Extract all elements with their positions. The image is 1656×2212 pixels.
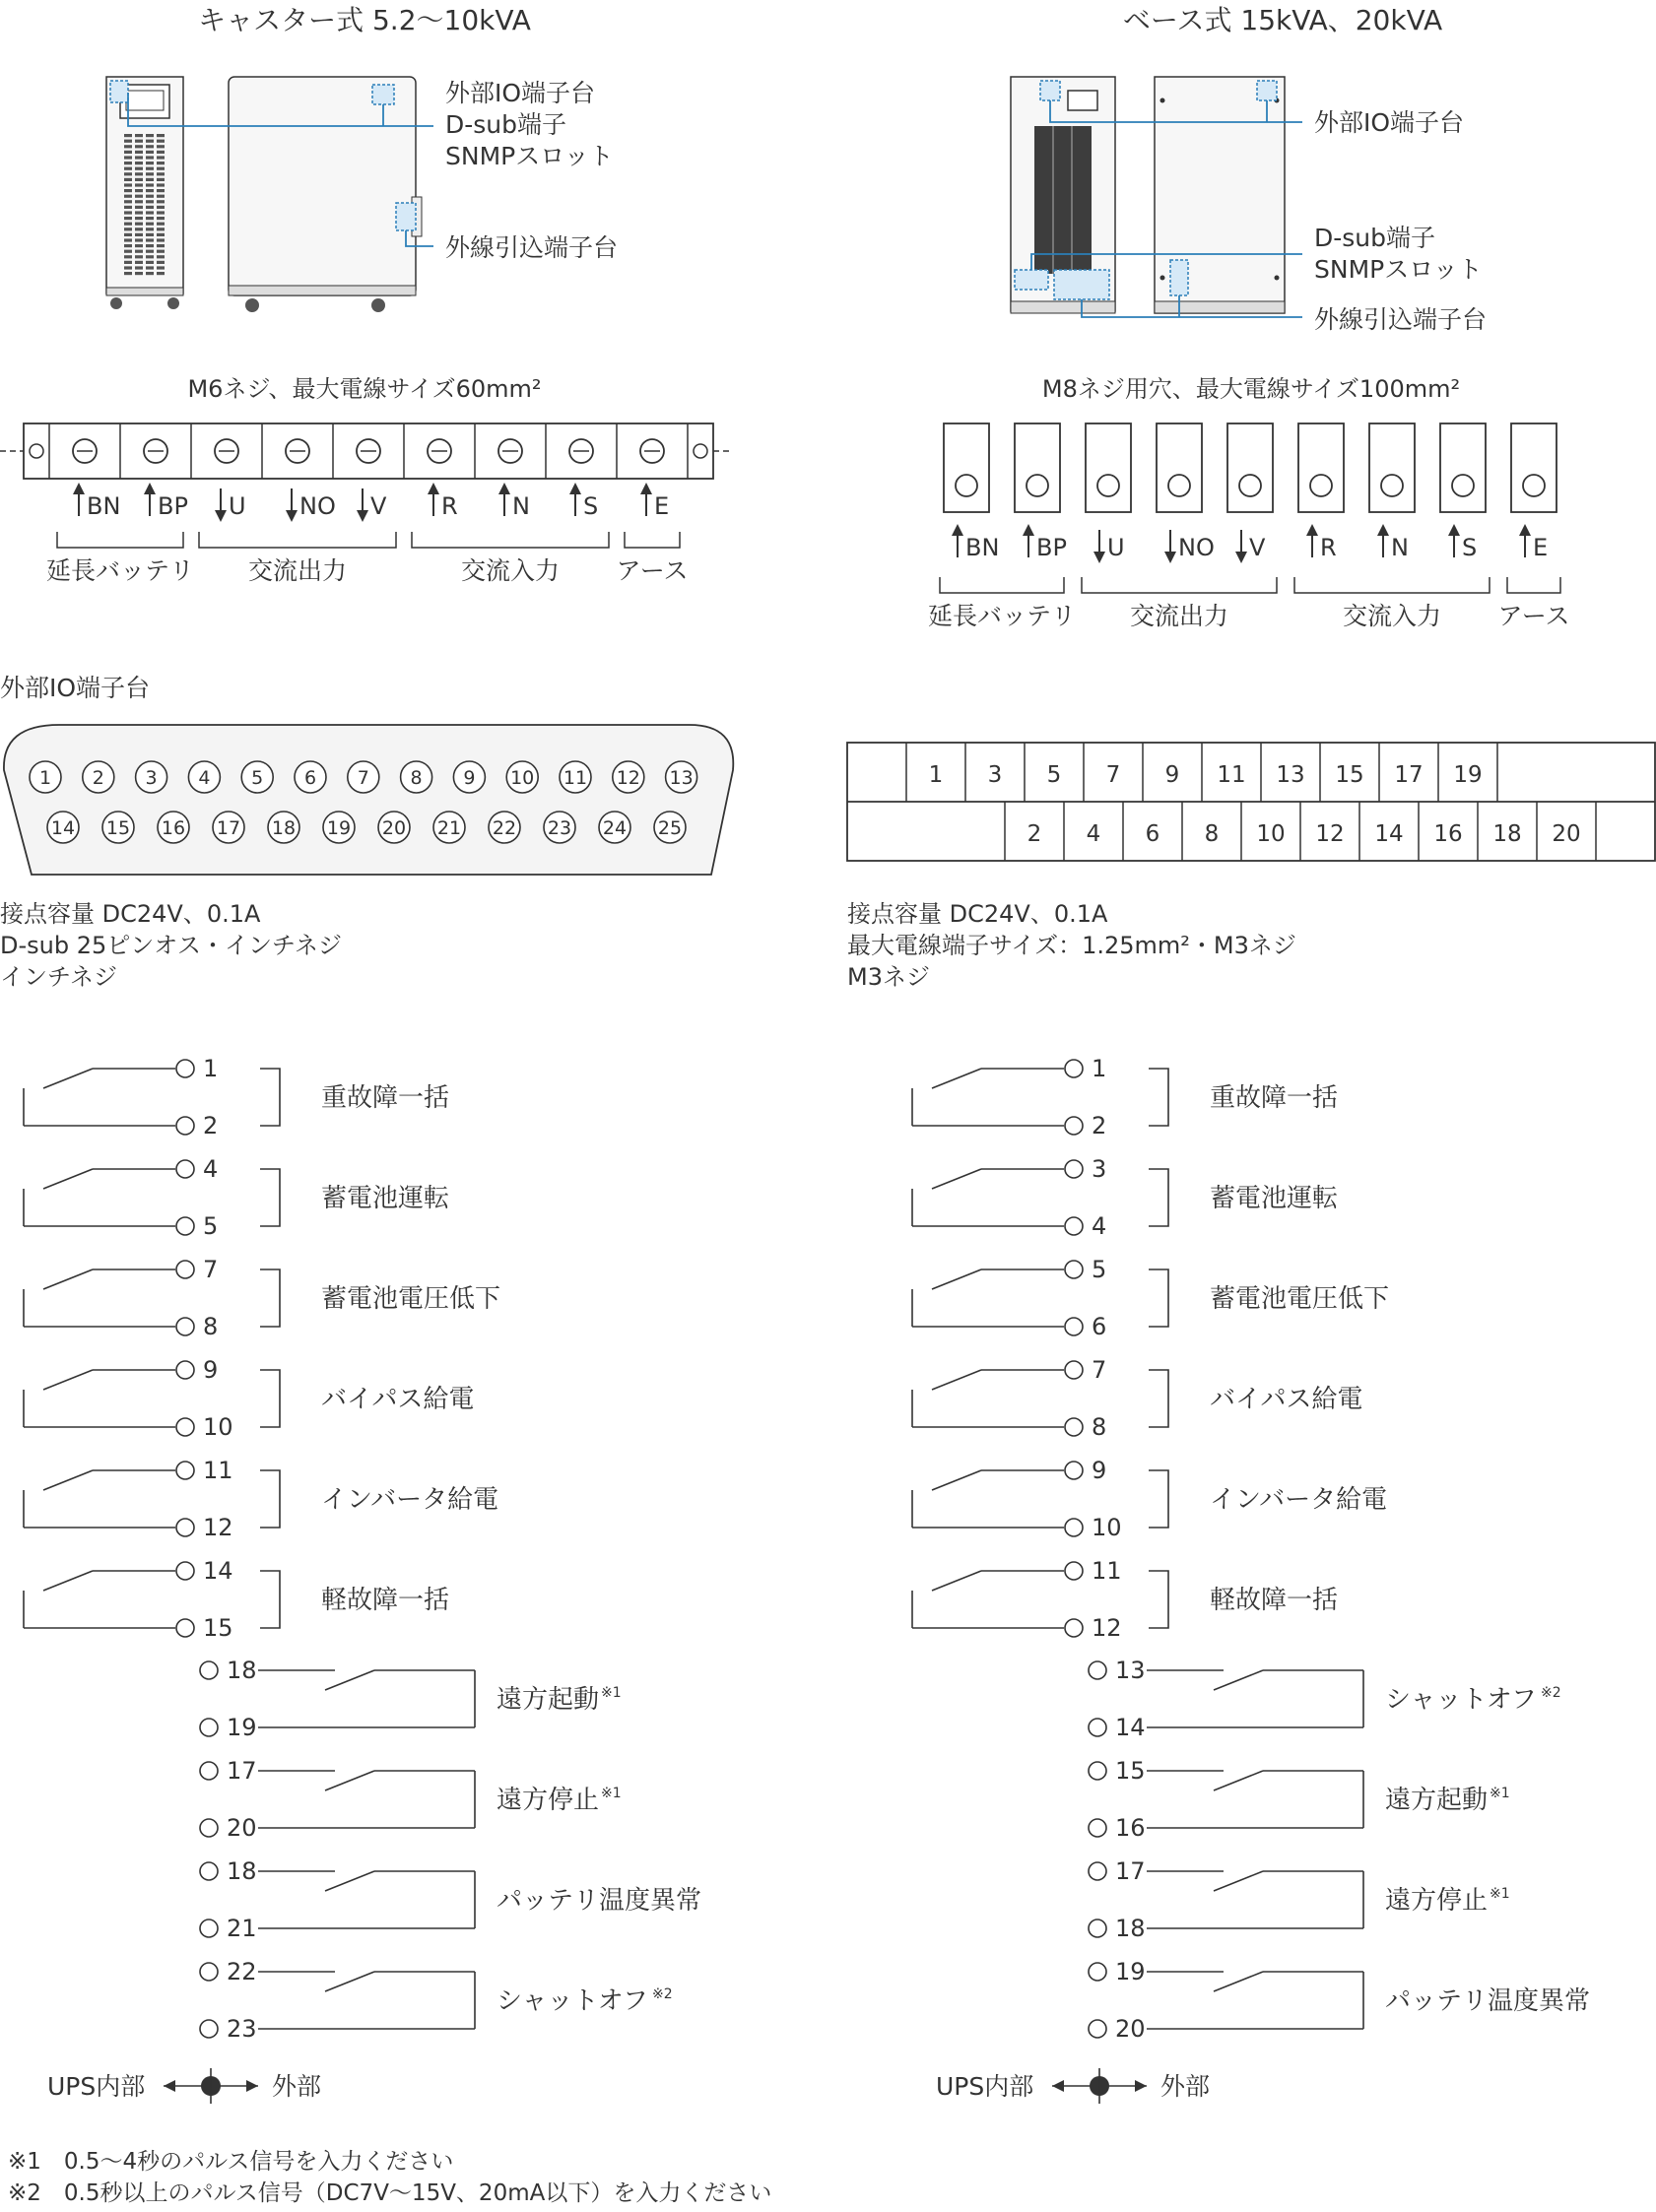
dsub-pin-number: 3 — [145, 767, 158, 789]
dsub-pin-number: 17 — [216, 817, 241, 839]
io-right-spec2: 最大電線端子サイズ：1.25mm²・M3ネジ — [847, 932, 1296, 959]
footnote-2: ※2 0.5秒以上のパルス信号（DC7V〜15V、20mA以下）を入力ください — [8, 2180, 772, 2206]
schematic-input-0 — [200, 1657, 622, 1741]
schematic-output-4 — [912, 1457, 1387, 1541]
schematic-input-0 — [1089, 1657, 1561, 1741]
right-side-io-highlight — [1257, 81, 1277, 100]
schematic-pin — [200, 1862, 218, 1880]
terminal-right-label: N — [1391, 534, 1409, 561]
schematic-input-label: パッテリ温度異常 — [497, 1886, 702, 1916]
schematic-pin — [1089, 1819, 1106, 1837]
terminal-block-right — [928, 423, 1570, 630]
right-dsub-highlight — [1015, 270, 1048, 290]
terminal-right-hole — [1027, 475, 1048, 496]
schematic-pin — [200, 1719, 218, 1736]
terminal-left-label: N — [512, 492, 530, 520]
schematic-pin-number: 3 — [1092, 1155, 1107, 1183]
schematic-pin — [176, 1318, 194, 1335]
schematic-output-0 — [912, 1055, 1338, 1139]
io-left-heading: 外部IO端子台 — [0, 674, 151, 702]
dsub-pin-number: 20 — [381, 817, 407, 839]
schematic-left — [24, 1055, 701, 2104]
left-ups-side — [229, 77, 422, 312]
io-table-bottom-cell: 14 — [1374, 821, 1404, 847]
schematic-pin — [176, 1261, 194, 1278]
schematic-output-label: 蓄電池運転 — [321, 1184, 450, 1213]
schematic-pin — [1065, 1619, 1083, 1637]
schematic-output-label: バイパス給電 — [321, 1385, 475, 1414]
io-table-bottom-cell: 12 — [1315, 821, 1345, 847]
io-table-bottom-cell: 20 — [1552, 821, 1581, 847]
terminal-right-block — [944, 423, 989, 512]
schematic-pin — [1065, 1519, 1083, 1536]
legend-outside: 外部 — [272, 2072, 322, 2101]
io-table-top-cell: 9 — [1164, 762, 1180, 788]
schematic-pin-number: 18 — [227, 1657, 257, 1684]
schematic-pin — [1065, 1117, 1083, 1135]
terminal-right-arrow — [1235, 530, 1247, 563]
terminal-right-block — [1086, 423, 1131, 512]
terminal-right-arrow — [1306, 524, 1318, 557]
terminal-right-label: R — [1320, 534, 1337, 561]
schematic-input-mark: ※2 — [1541, 1685, 1561, 1701]
schematic-output-1 — [912, 1155, 1338, 1240]
io-table-bottom-cell: 4 — [1086, 821, 1101, 847]
terminal-right-hole — [956, 475, 977, 496]
schematic-pin — [1065, 1562, 1083, 1580]
schematic-pin — [1089, 1862, 1106, 1880]
terminal-right-block — [1511, 423, 1557, 512]
schematic-legend — [936, 2068, 1210, 2104]
schematic-pin — [200, 1762, 218, 1780]
terminal-left-label: V — [370, 492, 387, 520]
dsub-connector-outline — [4, 725, 733, 875]
schematic-pin-number: 4 — [1092, 1212, 1107, 1240]
right-ext-highlight — [1054, 270, 1109, 299]
io-table-bottom-cell: 6 — [1145, 821, 1160, 847]
terminal-left-arrow — [144, 483, 156, 516]
terminal-left-group-bracket — [412, 532, 609, 548]
schematic-pin-number: 1 — [203, 1055, 219, 1082]
io-left-spec1: 接点容量 DC24V、0.1A — [0, 900, 261, 928]
dsub-pin-number: 2 — [92, 767, 104, 789]
schematic-pin-number: 1 — [1092, 1055, 1107, 1082]
legend-inside: UPS内部 — [936, 2072, 1034, 2101]
io-left-spec2: D-sub 25ピンオス・インチネジ — [0, 932, 343, 959]
terminal-right-group: 延長バッテリ — [927, 602, 1077, 630]
io-table-top-cell: 1 — [928, 762, 944, 788]
schematic-input-3 — [200, 1958, 673, 2043]
terminal-right-arrow — [952, 524, 963, 557]
schematic-pin — [1089, 1719, 1106, 1736]
terminal-left-group: 交流出力 — [247, 556, 348, 585]
schematic-right — [912, 1055, 1590, 2104]
io-table-top-cell: 19 — [1453, 762, 1483, 788]
io-table-top-cell: 3 — [987, 762, 1003, 788]
terminal-right-group: 交流出力 — [1129, 602, 1229, 630]
schematic-pin — [1065, 1418, 1083, 1436]
dsub-pin-number: 21 — [436, 817, 462, 839]
dsub-pin-number: 25 — [657, 817, 683, 839]
dsub-pin-number: 23 — [547, 817, 572, 839]
schematic-input-1 — [200, 1757, 622, 1842]
schematic-input-3 — [1089, 1958, 1590, 2043]
terminal-right-label: E — [1533, 534, 1549, 561]
schematic-pin — [176, 1418, 194, 1436]
schematic-output-3 — [912, 1356, 1362, 1441]
schematic-input-2 — [200, 1857, 701, 1942]
schematic-pin-number: 23 — [227, 2015, 257, 2043]
dsub-pin-number: 10 — [510, 767, 535, 789]
schematic-pin-number: 14 — [1115, 1714, 1146, 1741]
schematic-output-label: 蓄電池電圧低下 — [1210, 1284, 1390, 1314]
terminal-right-arrow — [1164, 530, 1176, 563]
dsub-pin-number: 11 — [563, 767, 588, 789]
dsub-pin-number: 22 — [492, 817, 517, 839]
schematic-pin-number: 9 — [203, 1356, 219, 1384]
schematic-output-0 — [24, 1055, 449, 1139]
schematic-pin-number: 21 — [227, 1915, 257, 1942]
right-callout-ext: 外線引込端子台 — [1314, 305, 1488, 334]
io-terminal-table — [847, 743, 1655, 861]
schematic-pin — [1065, 1318, 1083, 1335]
schematic-pin-number: 13 — [1115, 1657, 1146, 1684]
schematic-legend — [47, 2068, 321, 2104]
dsub-pin-number: 19 — [326, 817, 352, 839]
schematic-pin-number: 10 — [203, 1413, 233, 1441]
schematic-input-mark: ※1 — [1490, 1786, 1510, 1801]
schematic-input-label: パッテリ温度異常 — [1385, 1986, 1591, 2016]
terminal-right-hole — [1523, 475, 1545, 496]
schematic-pin — [176, 1060, 194, 1077]
schematic-pin-number: 5 — [1092, 1256, 1107, 1283]
legend-outside: 外部 — [1160, 2072, 1211, 2101]
io-table-bottom-cell: 18 — [1492, 821, 1522, 847]
terminal-right-label: U — [1107, 534, 1125, 561]
schematic-pin-number: 16 — [1115, 1814, 1146, 1842]
dsub-pin-number: 16 — [161, 817, 186, 839]
io-table-top-cell: 13 — [1276, 762, 1305, 788]
schematic-output-label: 軽故障一括 — [1210, 1586, 1339, 1615]
schematic-pin — [176, 1462, 194, 1479]
terminal-right-arrow — [1093, 530, 1105, 563]
schematic-output-2 — [912, 1256, 1389, 1340]
left-title: キャスター式 5.2〜10kVA — [198, 4, 531, 36]
schematic-pin-number: 19 — [227, 1714, 257, 1741]
terminal-left-label: E — [654, 492, 670, 520]
schematic-output-label: 蓄電池運転 — [1210, 1184, 1339, 1213]
schematic-input-mark: ※1 — [601, 1685, 622, 1701]
terminal-left-spec: M6ネジ、最大電線サイズ60mm² — [187, 375, 542, 403]
schematic-pin-number: 5 — [203, 1212, 219, 1240]
terminal-right-label: NO — [1178, 534, 1215, 561]
terminal-right-block — [1440, 423, 1486, 512]
schematic-input-label: 遠方停止 — [497, 1786, 600, 1815]
schematic-pin — [200, 2020, 218, 2038]
schematic-input-label: シャットオフ — [1385, 1685, 1537, 1715]
terminal-left-group: 延長バッテリ — [45, 556, 195, 585]
schematic-input-2 — [1089, 1857, 1510, 1942]
dsub-pin-number: 14 — [50, 817, 76, 839]
schematic-pin — [176, 1562, 194, 1580]
schematic-output-label: 重故障一括 — [321, 1083, 450, 1113]
schematic-output-label: インバータ給電 — [1210, 1485, 1388, 1515]
schematic-pin-number: 22 — [227, 1958, 257, 1985]
left-callout-ext: 外線引込端子台 — [445, 233, 619, 262]
io-table-bottom-cell: 2 — [1027, 821, 1042, 847]
schematic-pin-number: 15 — [1115, 1757, 1146, 1785]
schematic-pin — [1089, 1661, 1106, 1679]
schematic-pin-number: 7 — [203, 1256, 219, 1283]
terminal-right-hole — [1452, 475, 1474, 496]
footnote-1: ※1 0.5〜4秒のパルス信号を入力ください — [8, 2149, 454, 2175]
terminal-left-arrow — [569, 483, 581, 516]
terminal-right-hole — [1168, 475, 1190, 496]
terminal-right-label: BN — [965, 534, 1000, 561]
schematic-pin — [176, 1519, 194, 1536]
terminal-left-label: BN — [87, 492, 121, 520]
dsub-pin-number: 7 — [357, 767, 369, 789]
left-dsub-highlight — [372, 85, 394, 104]
schematic-input-label: 遠方起動 — [497, 1685, 600, 1715]
io-left-spec3: インチネジ — [0, 963, 118, 991]
schematic-pin — [200, 1661, 218, 1679]
io-table-top-cell: 11 — [1217, 762, 1246, 788]
terminal-right-group-bracket — [940, 577, 1064, 593]
schematic-pin-number: 19 — [1115, 1958, 1146, 1985]
schematic-pin-number: 2 — [1092, 1112, 1107, 1139]
schematic-pin-number: 12 — [1092, 1614, 1122, 1642]
right-callout-snmp: SNMPスロット — [1314, 255, 1483, 284]
left-ups-front — [106, 77, 183, 309]
terminal-left-group: アース — [616, 556, 689, 585]
schematic-pin-number: 9 — [1092, 1457, 1107, 1484]
schematic-pin-number: 11 — [203, 1457, 233, 1484]
schematic-pin-number: 17 — [1115, 1857, 1146, 1885]
terminal-left-arrow — [498, 483, 510, 516]
schematic-output-label: バイパス給電 — [1210, 1385, 1363, 1414]
schematic-pin — [1065, 1361, 1083, 1379]
io-table-top-cell: 15 — [1335, 762, 1364, 788]
terminal-left-label: BP — [158, 492, 188, 520]
schematic-output-5 — [912, 1557, 1338, 1642]
schematic-pin — [200, 1819, 218, 1837]
schematic-output-label: 軽故障一括 — [321, 1586, 450, 1615]
dsub-pin-number: 1 — [38, 767, 52, 789]
terminal-left-group-bracket — [199, 532, 396, 548]
terminal-right-block — [1157, 423, 1202, 512]
io-table-top-cell: 7 — [1105, 762, 1121, 788]
terminal-left-label: R — [441, 492, 458, 520]
schematic-pin — [176, 1117, 194, 1135]
schematic-pin-number: 6 — [1092, 1313, 1107, 1340]
schematic-pin-number: 2 — [203, 1112, 219, 1139]
schematic-pin-number: 18 — [227, 1857, 257, 1885]
io-right-spec1: 接点容量 DC24V、0.1A — [847, 900, 1108, 928]
schematic-pin — [200, 1963, 218, 1981]
schematic-input-mark: ※1 — [1490, 1886, 1510, 1902]
io-table-bottom-cell: 10 — [1256, 821, 1286, 847]
terminal-left-label: NO — [299, 492, 336, 520]
schematic-input-1 — [1089, 1757, 1510, 1842]
terminal-right-arrow — [1519, 524, 1531, 557]
left-callout-dsub: D-sub端子 — [445, 110, 567, 139]
schematic-pin — [1089, 1963, 1106, 1981]
schematic-output-2 — [24, 1256, 500, 1340]
dsub-pin-number: 8 — [410, 767, 423, 789]
terminal-right-arrow — [1023, 524, 1034, 557]
terminal-right-arrow — [1377, 524, 1389, 557]
terminal-right-group-bracket — [1082, 577, 1277, 593]
io-table-top-cell: 5 — [1046, 762, 1062, 788]
terminal-right-block — [1015, 423, 1060, 512]
schematic-output-label: 蓄電池電圧低下 — [321, 1284, 501, 1314]
terminal-left-arrow — [286, 488, 298, 522]
terminal-left-arrow — [215, 488, 227, 522]
schematic-pin — [1089, 1762, 1106, 1780]
terminal-left-label: U — [229, 492, 246, 520]
dsub-pin-number: 15 — [105, 817, 131, 839]
io-table-bottom-cell: 16 — [1433, 821, 1463, 847]
schematic-pin-number: 8 — [203, 1313, 219, 1340]
terminal-right-block — [1227, 423, 1273, 512]
schematic-pin — [1065, 1060, 1083, 1077]
terminal-left-label: S — [583, 492, 599, 520]
schematic-input-mark: ※1 — [601, 1786, 622, 1801]
dsub-pin-number: 6 — [303, 767, 317, 789]
schematic-pin — [176, 1217, 194, 1235]
schematic-pin-number: 10 — [1092, 1514, 1122, 1541]
schematic-pin — [176, 1361, 194, 1379]
schematic-output-label: インバータ給電 — [321, 1485, 499, 1515]
schematic-pin — [1065, 1217, 1083, 1235]
schematic-pin-number: 14 — [203, 1557, 233, 1585]
terminal-right-hole — [1239, 475, 1261, 496]
schematic-pin — [1089, 1919, 1106, 1937]
terminal-left-group-bracket — [57, 532, 183, 548]
schematic-pin-number: 8 — [1092, 1413, 1107, 1441]
terminal-right-block — [1369, 423, 1415, 512]
schematic-pin — [1065, 1261, 1083, 1278]
terminal-right-label: S — [1462, 534, 1478, 561]
terminal-block-left — [0, 423, 729, 585]
schematic-pin-number: 17 — [227, 1757, 257, 1785]
terminal-right-group: 交流入力 — [1342, 602, 1442, 630]
dsub-pin-number: 5 — [251, 767, 264, 789]
left-ext-highlight — [396, 203, 416, 230]
legend-inside: UPS内部 — [47, 2072, 146, 2101]
schematic-input-label: シャットオフ — [497, 1986, 648, 2016]
schematic-pin — [176, 1160, 194, 1178]
io-table-bottom-cell: 8 — [1204, 821, 1220, 847]
schematic-pin-number: 20 — [227, 1814, 257, 1842]
terminal-left-group: 交流入力 — [460, 556, 561, 585]
dsub-pin-number: 4 — [198, 767, 211, 789]
schematic-pin — [1065, 1462, 1083, 1479]
terminal-right-label: BP — [1036, 534, 1067, 561]
schematic-pin — [176, 1619, 194, 1637]
schematic-input-label: 遠方停止 — [1385, 1886, 1489, 1916]
schematic-input-label: 遠方起動 — [1385, 1786, 1489, 1815]
schematic-pin-number: 12 — [203, 1514, 233, 1541]
schematic-input-mark: ※2 — [652, 1986, 673, 2002]
terminal-right-group-bracket — [1507, 577, 1560, 593]
right-callout-io: 外部IO端子台 — [1314, 108, 1465, 137]
io-table-top-cell: 17 — [1394, 762, 1424, 788]
schematic-pin-number: 20 — [1115, 2015, 1146, 2043]
schematic-pin — [1089, 2020, 1106, 2038]
schematic-pin — [1065, 1160, 1083, 1178]
right-title: ベース式 15kVA、20kVA — [1122, 4, 1443, 36]
schematic-output-5 — [24, 1557, 449, 1642]
schematic-pin-number: 4 — [203, 1155, 219, 1183]
schematic-pin-number: 11 — [1092, 1557, 1122, 1585]
left-io-highlight — [110, 81, 128, 102]
right-io-highlight — [1040, 81, 1060, 100]
schematic-pin-number: 15 — [203, 1614, 233, 1642]
terminal-right-label: V — [1249, 534, 1266, 561]
terminal-right-spec: M8ネジ用穴、最大電線サイズ100mm² — [1041, 375, 1461, 403]
schematic-output-label: 重故障一括 — [1210, 1083, 1339, 1113]
dsub-pin-number: 13 — [669, 767, 694, 789]
dsub-pin-number: 24 — [602, 817, 628, 839]
dsub-pin-number: 18 — [271, 817, 297, 839]
schematic-output-1 — [24, 1155, 449, 1240]
dsub-pin-number: 9 — [463, 767, 476, 789]
io-right-spec3: M3ネジ — [847, 963, 930, 991]
schematic-pin-number: 7 — [1092, 1356, 1107, 1384]
terminal-left-group-bracket — [625, 532, 680, 548]
terminal-right-arrow — [1448, 524, 1460, 557]
left-callout-io: 外部IO端子台 — [445, 79, 596, 107]
terminal-right-hole — [1310, 475, 1332, 496]
terminal-left-arrow — [640, 483, 652, 516]
terminal-left-arrow — [73, 483, 85, 516]
terminal-right-group-bracket — [1294, 577, 1490, 593]
schematic-pin — [200, 1919, 218, 1937]
terminal-right-group: アース — [1497, 602, 1570, 630]
dsub-pin-number: 12 — [616, 767, 640, 789]
schematic-output-3 — [24, 1356, 474, 1441]
terminal-right-hole — [1097, 475, 1119, 496]
terminal-right-hole — [1381, 475, 1403, 496]
right-side-ext-highlight — [1170, 260, 1188, 295]
left-callout-snmp: SNMPスロット — [445, 142, 614, 170]
terminal-left-arrow — [357, 488, 368, 522]
terminal-right-block — [1298, 423, 1344, 512]
schematic-output-4 — [24, 1457, 498, 1541]
right-callout-dsub: D-sub端子 — [1314, 224, 1436, 252]
terminal-left-arrow — [428, 483, 439, 516]
schematic-pin-number: 18 — [1115, 1915, 1146, 1942]
